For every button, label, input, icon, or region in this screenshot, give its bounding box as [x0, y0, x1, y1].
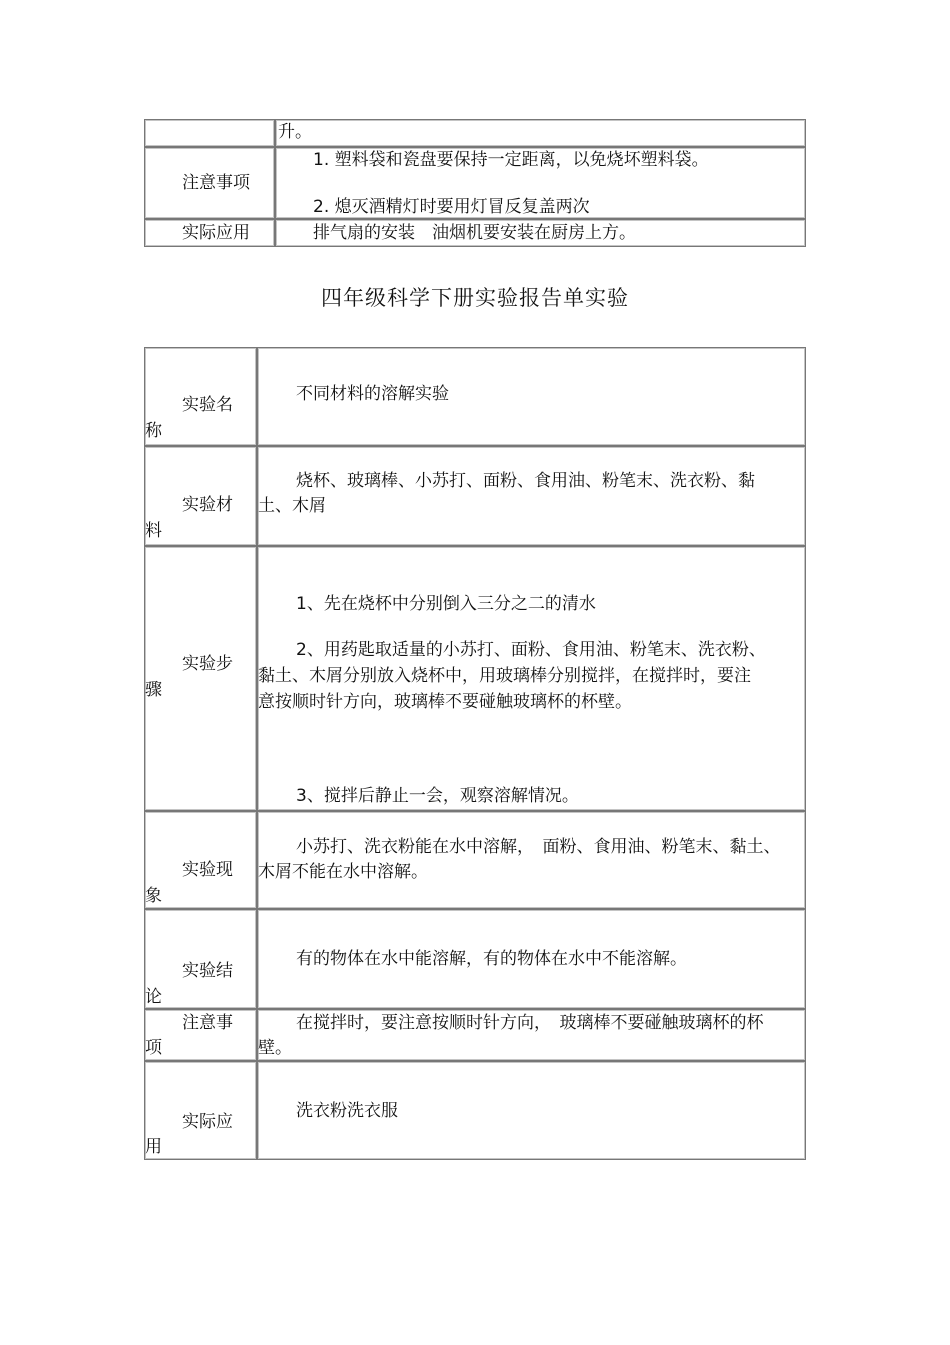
report-steps-line3: 黏土、木屑分别放入烧杯中，用玻璃棒分别搅拌，在搅拌时，要注 — [258, 666, 751, 686]
report-application-label: 实际应 — [182, 1112, 233, 1132]
report-phenomenon-line1: 小苏打、洗衣粉能在水中溶解， 面粉、食用油、粉笔末、黏土、 — [296, 837, 781, 857]
top-row2-line2: 2. 熄灭酒精灯时要用灯冒反复盖两次 — [313, 197, 590, 217]
report-conclusion-text: 有的物体在水中能溶解，有的物体在水中不能溶解。 — [296, 949, 687, 969]
report-materials-line1: 烧杯、玻璃棒、小苏打、面粉、食用油、粉笔末、洗衣粉、黏 — [296, 471, 755, 491]
report-application-label-tail: 用 — [145, 1137, 162, 1157]
report-conclusion-label: 实验结 — [182, 961, 233, 981]
top-row1-label-cell — [144, 119, 275, 147]
report-notes-line2: 壁。 — [258, 1038, 292, 1058]
top-row3-label: 实际应用 — [182, 223, 250, 243]
report-phenomenon-label: 实验现 — [182, 860, 233, 880]
top-row1-text: 升。 — [278, 122, 312, 142]
page-title: 四年级科学下册实验报告单实验 — [321, 286, 629, 310]
report-application-text: 洗衣粉洗衣服 — [296, 1101, 398, 1121]
report-name-text: 不同材料的溶解实验 — [296, 384, 449, 404]
report-steps-line5: 3、搅拌后静止一会，观察溶解情况。 — [296, 786, 579, 806]
report-notes-line1: 在搅拌时，要注意按顺时针方向， 玻璃棒不要碰触玻璃杯的杯 — [296, 1013, 764, 1033]
report-phenomenon-line2: 木屑不能在水中溶解。 — [258, 862, 428, 882]
report-name-label: 实验名 — [182, 395, 233, 415]
report-materials-line2: 土、木屑 — [258, 496, 326, 516]
report-notes-label: 注意事 — [182, 1013, 233, 1033]
report-steps-label-tail: 骤 — [145, 680, 162, 700]
report-materials-content-cell — [257, 446, 806, 546]
report-name-label-tail: 称 — [145, 421, 162, 441]
report-materials-label-tail: 料 — [145, 521, 162, 541]
report-notes-label-tail: 项 — [145, 1038, 162, 1058]
report-steps-label: 实验步 — [182, 654, 233, 674]
report-conclusion-label-tail: 论 — [145, 987, 162, 1007]
report-steps-line1: 1、先在烧杯中分别倒入三分之二的清水 — [296, 594, 596, 614]
report-steps-line2: 2、用药匙取适量的小苏打、面粉、食用油、粉笔末、洗衣粉、 — [296, 640, 766, 660]
top-row1-content-cell — [275, 119, 806, 147]
top-row2-label: 注意事项 — [182, 173, 250, 193]
report-materials-label: 实验材 — [182, 495, 233, 515]
report-phenomenon-label-tail: 象 — [145, 886, 162, 906]
top-row3-text: 排气扇的安装 油烟机要安装在厨房上方。 — [313, 223, 636, 243]
top-row2-line1: 1. 塑料袋和瓷盘要保持一定距离，以免烧坏塑料袋。 — [313, 150, 709, 170]
report-steps-line4: 意按顺时针方向，玻璃棒不要碰触玻璃杯的杯壁。 — [258, 692, 632, 712]
